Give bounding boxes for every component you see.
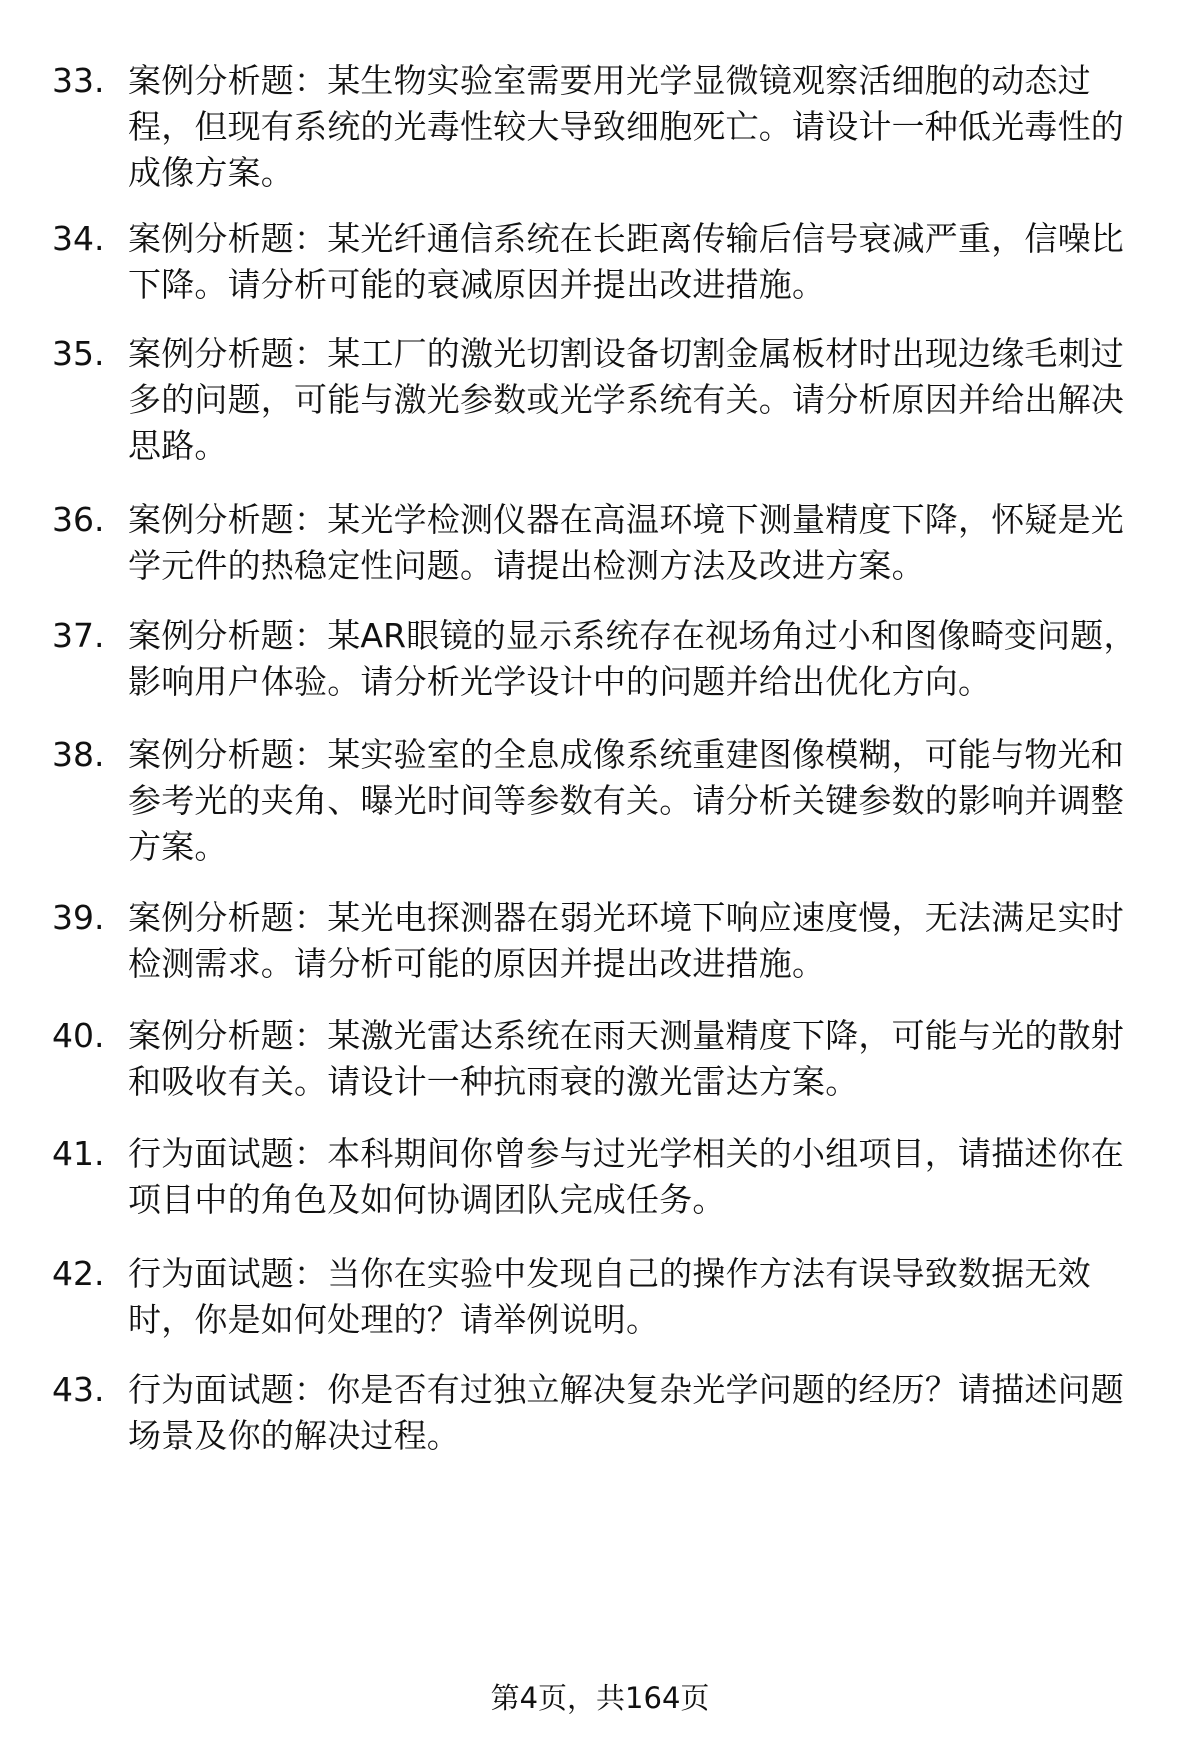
question-text: 案例分析题：某激光雷达系统在雨天测量精度下降，可能与光的散射和吸收有关。请设计一种抗雨衰的激光雷达方案。 [128, 1016, 1124, 1101]
question-number: 34. [52, 219, 105, 258]
question-text: 案例分析题：某光电探测器在弱光环境下响应速度慢，无法满足实时检测需求。请分析可能的原因并提出改进措施。 [128, 898, 1124, 983]
question-number: 41. [52, 1134, 105, 1173]
question-item-33 [0, 58, 1200, 218]
question-item-38 [0, 732, 1200, 892]
question-number: 43. [52, 1370, 105, 1409]
question-item-43 [0, 1367, 1200, 1527]
question-number: 40. [52, 1016, 105, 1055]
question-text: 案例分析题：某AR眼镜的显示系统存在视场角过小和图像畸变问题，影响用户体验。请分析光学设计中的问题并给出优化方向。 [128, 616, 1137, 701]
question-text: 行为面试题：本科期间你曾参与过光学相关的小组项目，请描述你在项目中的角色及如何协调团队完成任务。 [128, 1134, 1124, 1219]
question-number: 33. [52, 61, 105, 100]
question-text: 行为面试题：你是否有过独立解决复杂光学问题的经历？请描述问题场景及你的解决过程。 [128, 1370, 1124, 1455]
page-number-footer: 第4页，共164页 [490, 1681, 710, 1715]
question-number: 36. [52, 500, 105, 539]
question-number: 39. [52, 898, 105, 937]
question-number: 38. [52, 735, 105, 774]
question-number: 37. [52, 616, 105, 655]
question-item-35 [0, 331, 1200, 491]
question-text: 案例分析题：某实验室的全息成像系统重建图像模糊，可能与物光和参考光的夹角、曝光时间等参数有关。请分析关键参数的影响并调整方案。 [128, 735, 1124, 866]
question-text: 案例分析题：某光学检测仪器在高温环境下测量精度下降，怀疑是光学元件的热稳定性问题。请提出检测方法及改进方案。 [128, 500, 1124, 585]
question-text: 行为面试题：当你在实验中发现自己的操作方法有误导致数据无效时，你是如何处理的？请举例说明。 [128, 1254, 1091, 1339]
question-text: 案例分析题：某工厂的激光切割设备切割金属板材时出现边缘毛刺过多的问题，可能与激光参数或光学系统有关。请分析原因并给出解决思路。 [128, 334, 1124, 465]
question-text: 案例分析题：某生物实验室需要用光学显微镜观察活细胞的动态过程，但现有系统的光毒性较大导致细胞死亡。请设计一种低光毒性的成像方案。 [128, 61, 1124, 192]
question-number: 42. [52, 1254, 105, 1293]
question-number: 35. [52, 334, 105, 373]
question-text: 案例分析题：某光纤通信系统在长距离传输后信号衰减严重，信噪比下降。请分析可能的衰减原因并提出改进措施。 [128, 219, 1124, 304]
